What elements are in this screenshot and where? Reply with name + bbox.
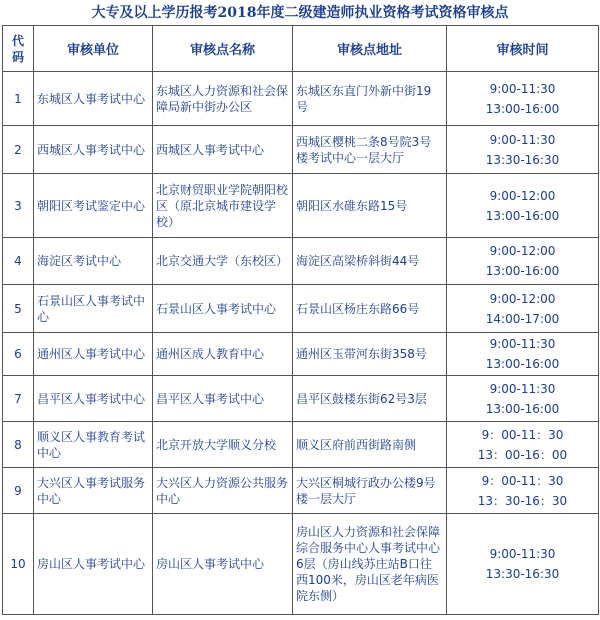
row-address: 石景山区杨庄东路66号 xyxy=(293,285,447,333)
row-unit: 朝阳区考试鉴定中心 xyxy=(34,174,153,238)
row-address: 朝阳区水碓东路15号 xyxy=(293,174,447,238)
row-time xyxy=(447,72,599,126)
row-time xyxy=(447,422,599,468)
row-site: 北京开放大学顺义分校 xyxy=(153,422,293,468)
row-time-slot: 13:00-16:00 xyxy=(485,208,560,223)
row-unit: 大兴区人事考试服务中心 xyxy=(34,468,153,514)
row-time-slot: 13:00-16:00 xyxy=(485,101,560,116)
table-row xyxy=(3,333,599,376)
row-address: 昌平区鼓楼东街62号3层 xyxy=(293,376,447,422)
row-time-slot: 13:30-16:30 xyxy=(485,567,560,581)
row-time-slot: 14:00-17:00 xyxy=(485,311,560,326)
row-time xyxy=(447,468,599,514)
row-code: 3 xyxy=(3,174,34,238)
row-site: 北京财贸职业学院朝阳校区（原北京城市建设学校） xyxy=(153,174,293,238)
row-code: 4 xyxy=(3,238,34,285)
header-code-char-1: 代 xyxy=(11,33,24,48)
header-code-char-2: 码 xyxy=(11,49,24,64)
row-site: 西城区人事考试中心 xyxy=(153,126,293,174)
row-time-slot: 9：00-11：30 xyxy=(481,473,564,488)
row-unit: 房山区人事考试中心 xyxy=(34,514,153,615)
header-unit: 审核单位 xyxy=(34,26,153,72)
row-address: 西城区樱桃二条8号院3号楼考试中心一层大厅 xyxy=(293,126,447,174)
row-code: 5 xyxy=(3,285,34,333)
row-code: 2 xyxy=(3,126,34,174)
row-site: 东城区人力资源和社会保障局新中街办公区 xyxy=(153,72,293,126)
header-site: 审核点名称 xyxy=(153,26,293,72)
row-site: 大兴区人力资源公共服务中心 xyxy=(153,468,293,514)
row-site: 通州区成人教育中心 xyxy=(153,333,293,376)
row-unit: 石景山区人事考试中心 xyxy=(34,285,153,333)
page-title: 大专及以上学历报考2018年度二级建造师执业资格考试资格审核点 xyxy=(91,5,509,21)
row-time xyxy=(447,376,599,422)
row-time-slot: 13：30-16：30 xyxy=(477,493,568,508)
row-time xyxy=(447,333,599,376)
row-time-slot: 13:00-16:00 xyxy=(485,264,560,278)
row-time-slot: 9:00-11:30 xyxy=(489,81,556,96)
table-row xyxy=(3,376,599,422)
row-unit: 东城区人事考试中心 xyxy=(34,72,153,126)
row-time-slot: 9:00-12:00 xyxy=(489,291,556,306)
table-row xyxy=(3,126,599,174)
row-time-slot: 9:00-12:00 xyxy=(489,188,556,203)
header-time: 审核时间 xyxy=(447,26,599,72)
row-code: 9 xyxy=(3,468,34,514)
row-time xyxy=(447,174,599,238)
row-code: 6 xyxy=(3,333,34,376)
row-site: 北京交通大学（东校区） xyxy=(153,238,293,285)
row-address: 大兴区桐城行政办公楼9号楼一层大厅 xyxy=(293,468,447,514)
header-code xyxy=(3,26,34,72)
row-time-slot: 9:00-11:30 xyxy=(489,337,556,351)
row-time-slot: 13:00-16:00 xyxy=(485,357,560,371)
row-code: 10 xyxy=(3,514,34,615)
row-site: 石景山区人事考试中心 xyxy=(153,285,293,333)
row-address: 海淀区高梁桥斜街44号 xyxy=(293,238,447,285)
row-code: 1 xyxy=(3,72,34,126)
table-header-row xyxy=(3,26,599,72)
row-time-slot: 9：00-11：30 xyxy=(481,427,564,442)
table-row xyxy=(3,514,599,615)
row-code: 8 xyxy=(3,422,34,468)
row-address: 通州区玉带河东街358号 xyxy=(293,333,447,376)
row-unit: 昌平区人事考试中心 xyxy=(34,376,153,422)
row-time-slot: 13:00-16:00 xyxy=(485,401,560,416)
table-row xyxy=(3,285,599,333)
row-code: 7 xyxy=(3,376,34,422)
row-unit: 海淀区考试中心 xyxy=(34,238,153,285)
row-time xyxy=(447,238,599,285)
row-address: 顺义区府前西街路南侧 xyxy=(293,422,447,468)
row-time-slot: 13:30-16:30 xyxy=(485,152,560,167)
row-time-slot: 13：00-16：00 xyxy=(477,447,568,462)
row-address: 东城区东直门外新中街19号 xyxy=(293,72,447,126)
row-site: 房山区人事考试中心 xyxy=(153,514,293,615)
audit-sites-table xyxy=(2,25,599,615)
row-time xyxy=(447,514,599,615)
row-time-slot: 9:00-11:30 xyxy=(489,132,556,147)
row-site: 昌平区人事考试中心 xyxy=(153,376,293,422)
row-time xyxy=(447,126,599,174)
row-unit: 通州区人事考试中心 xyxy=(34,333,153,376)
row-time-slot: 9:00-12:00 xyxy=(489,244,556,258)
table-row xyxy=(3,174,599,238)
table-row xyxy=(3,422,599,468)
table-row xyxy=(3,468,599,514)
header-address: 审核点地址 xyxy=(293,26,447,72)
row-time-slot: 9:00-11:30 xyxy=(489,381,556,396)
table-row xyxy=(3,238,599,285)
row-time xyxy=(447,285,599,333)
row-address: 房山区人力资源和社会保障综合服务中心人事考试中心6层（房山线苏庄站B口往西100米，房山区老年病医院东侧） xyxy=(293,514,447,615)
table-body xyxy=(3,72,599,615)
row-unit: 西城区人事考试中心 xyxy=(34,126,153,174)
row-time-slot: 9:00-11:30 xyxy=(489,547,556,561)
table-row xyxy=(3,72,599,126)
row-unit: 顺义区人事教育考试中心 xyxy=(34,422,153,468)
